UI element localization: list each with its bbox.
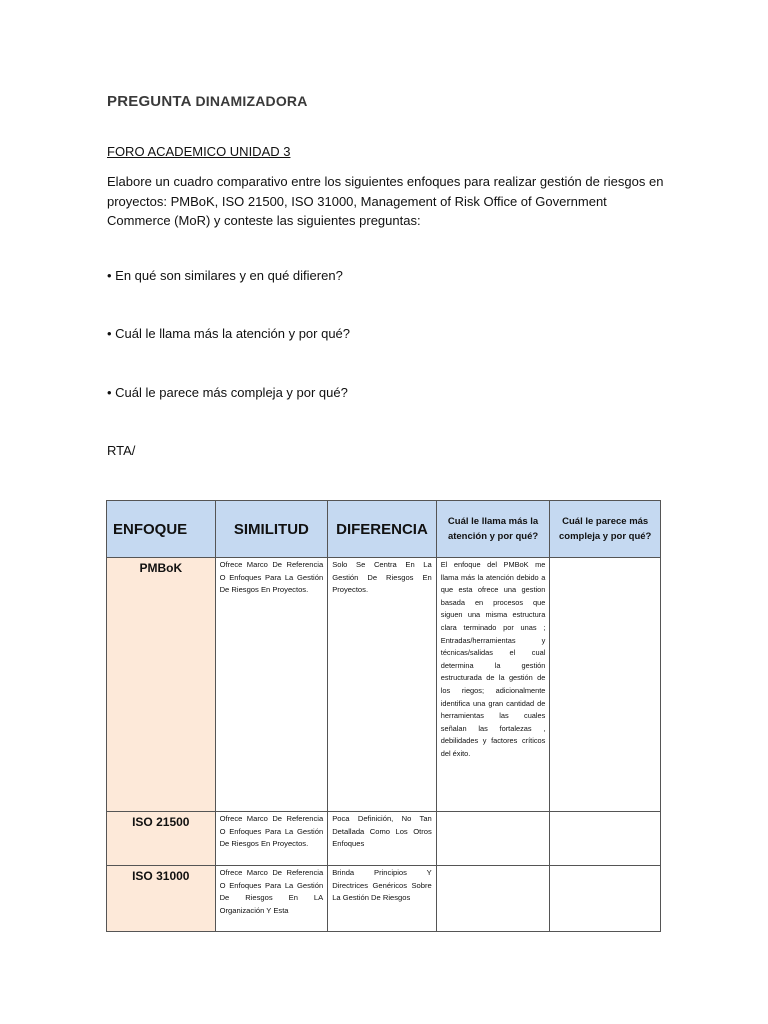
header-compleja: Cuál le parece más compleja y por qué? <box>550 501 661 558</box>
atencion-cell <box>436 866 550 932</box>
table-header-row <box>107 501 661 558</box>
header-atencion: Cuál le llama más la atención y por qué? <box>436 501 550 558</box>
section-subtitle: FORO ACADEMICO UNIDAD 3 <box>107 144 291 159</box>
compleja-cell <box>550 812 661 866</box>
header-similitud: SIMILITUD <box>215 501 328 558</box>
compleja-cell <box>550 866 661 932</box>
atencion-cell: El enfoque del PMBoK me llama más la atención debido a que esta ofrece una gestion basada en procesos que siguen una misma estructura clara terminado por unas ; Entradas/herramientas y técnicas/salidas el cual determina la gestión estructurada de la gestión de los riegos; adicionalmente identifica una gran cantidad de herramientas las cuales señalan las fortalezas , debilidades y factores críticos del éxito. <box>436 558 550 812</box>
header-diferencia: DIFERENCIA <box>328 501 437 558</box>
enfoque-cell: ISO 31000 <box>107 866 216 932</box>
enfoque-cell: ISO 21500 <box>107 812 216 866</box>
table-row <box>107 866 661 932</box>
enfoque-cell: PMBoK <box>107 558 216 812</box>
table-row <box>107 812 661 866</box>
question-1: • En qué son similares y en qué difieren? <box>107 268 343 283</box>
diferencia-cell: Brinda Principios Y Directrices Genéricos Sobre La Gestión De Riesgos <box>328 866 437 932</box>
table-row <box>107 558 661 812</box>
answer-label: RTA/ <box>107 443 136 458</box>
title-part-pregunta: PREGUNTA <box>107 93 192 110</box>
comparison-table <box>106 500 661 932</box>
question-3: • Cuál le parece más compleja y por qué? <box>107 385 348 400</box>
similitud-cell: Ofrece Marco De Referencia O Enfoques Para La Gestión De Riesgos En Proyectos. <box>215 558 328 812</box>
diferencia-cell: Solo Se Centra En La Gestión De Riesgos En Proyectos. <box>328 558 437 812</box>
atencion-cell <box>436 812 550 866</box>
header-enfoque: ENFOQUE <box>107 501 216 558</box>
page-title <box>107 93 308 110</box>
diferencia-cell: Poca Definición, No Tan Detallada Como Los Otros Enfoques <box>328 812 437 866</box>
similitud-cell: Ofrece Marco De Referencia O Enfoques Para La Gestión De Riesgos En Proyectos. <box>215 812 328 866</box>
title-part-dinamizadora: DINAMIZADORA <box>195 93 308 109</box>
similitud-cell: Ofrece Marco De Referencia O Enfoques Para La Gestión De Riesgos En LA Organización Y Esta <box>215 866 328 932</box>
instructions-paragraph: Elabore un cuadro comparativo entre los siguientes enfoques para realizar gestión de riesgos en proyectos: PMBoK, ISO 21500, ISO 31000, Management of Risk Office of Government Commerce (MoR) y conteste las siguientes preguntas: <box>107 174 664 228</box>
question-2: • Cuál le llama más la atención y por qué? <box>107 326 351 341</box>
compleja-cell <box>550 558 661 812</box>
